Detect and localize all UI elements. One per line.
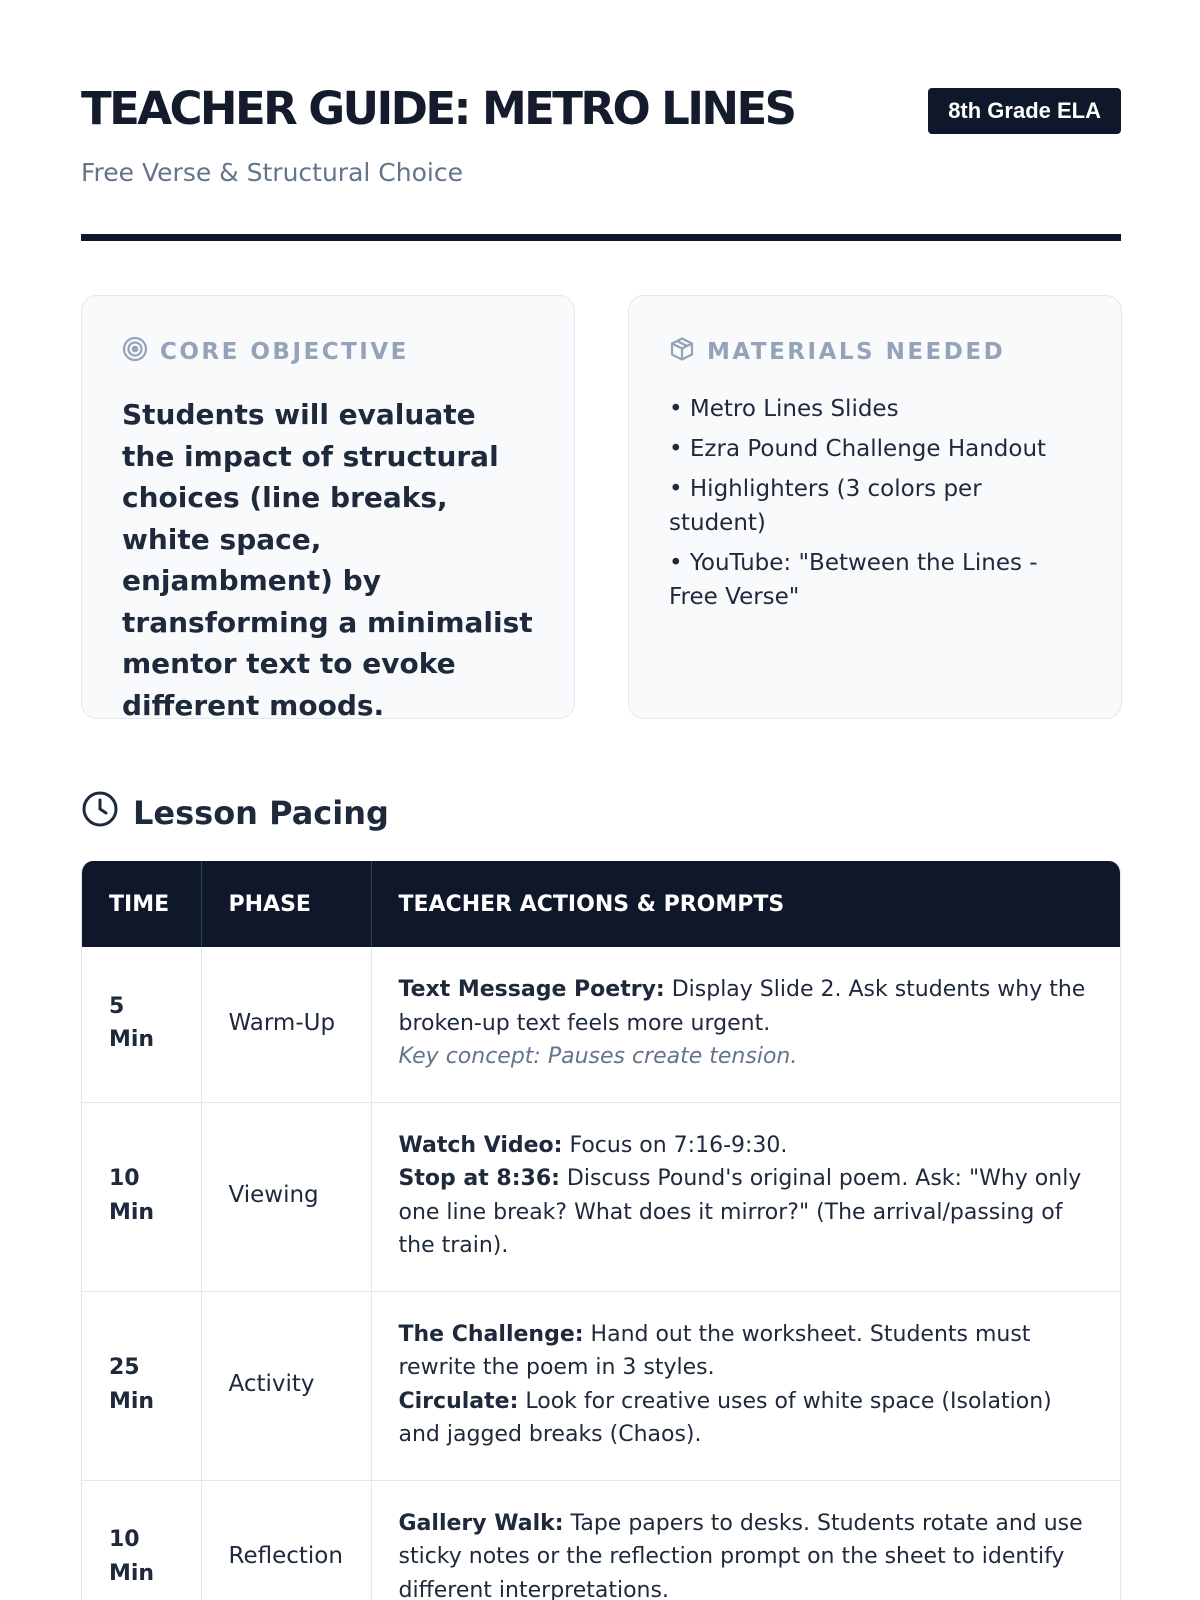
table-row [82, 1480, 1120, 1600]
action-line [399, 973, 1094, 1040]
materials-needed-label-text: MATERIALS NEEDED [707, 339, 1006, 365]
column-header-phase: PHASE [201, 861, 371, 947]
core-objective-text: Students will evaluate the impact of structural choices (line breaks, white space, enjambment) by transforming a minimalist mentor text to evoke different moods. [122, 398, 533, 722]
lesson-pacing-table-wrap [81, 861, 1121, 1600]
actions-cell [371, 1102, 1120, 1291]
phase-cell: Reflection [201, 1480, 371, 1600]
action-label: Gallery Walk: [398, 1510, 564, 1536]
phase-cell: Activity [201, 1291, 371, 1480]
materials-list [669, 392, 1081, 614]
action-line [399, 1129, 1094, 1163]
action-text: Hand out the worksheet. Students must rewrite the poem in 3 styles. [398, 1321, 1031, 1380]
teacher-guide-page [81, 0, 1121, 1600]
action-line [399, 1318, 1094, 1385]
time-cell: 5 Min [82, 947, 201, 1102]
key-concept-note: Key concept: Pauses create tension. [398, 1044, 798, 1069]
action-text: Display Slide 2. Ask students why the broken-up text feels more urgent. [398, 977, 1086, 1036]
time-cell: 25 Min [82, 1291, 201, 1480]
guide-header [81, 0, 1121, 242]
summary-cards [81, 295, 1121, 722]
action-text: Focus on 7:16-9:30. [562, 1132, 788, 1158]
clock-icon [81, 790, 119, 836]
materials-needed-label [669, 336, 1081, 368]
action-label: Circulate: [398, 1388, 519, 1414]
materials-list-item: • YouTube: "Between the Lines - Free Verse" [669, 550, 1038, 610]
page-subtitle: Free Verse & Structural Choice [81, 158, 463, 187]
core-objective-label-text: CORE OBJECTIVE [160, 339, 409, 365]
table-row [82, 947, 1120, 1102]
header-divider [81, 234, 1121, 241]
action-line [399, 1385, 1094, 1452]
actions-cell [371, 1480, 1120, 1600]
action-line [399, 1040, 1094, 1074]
action-label: Stop at 8:36: [398, 1166, 560, 1191]
phase-cell: Warm-Up [201, 947, 371, 1102]
action-label: Text Message Poetry: [398, 977, 665, 1002]
table-row [82, 1102, 1120, 1291]
lesson-pacing-heading [81, 790, 389, 836]
action-label: Watch Video: [398, 1132, 563, 1158]
grade-badge: 8th Grade ELA [928, 88, 1121, 134]
column-header-actions: TEACHER ACTIONS & PROMPTS [371, 861, 1120, 947]
page-title: TEACHER GUIDE: METRO LINES [81, 82, 795, 135]
column-header-time: TIME [82, 861, 201, 947]
actions-cell [371, 947, 1120, 1102]
time-cell: 10 Min [82, 1480, 201, 1600]
target-icon [122, 336, 148, 368]
action-line [399, 1162, 1094, 1263]
materials-list-item: • Metro Lines Slides [669, 396, 899, 422]
action-text: Look for creative uses of white space (Isolation) and jagged breaks (Chaos). [398, 1388, 1052, 1447]
actions-cell [371, 1291, 1120, 1480]
action-line [399, 1507, 1094, 1600]
core-objective-label [122, 336, 534, 368]
time-cell: 10 Min [82, 1102, 201, 1291]
lesson-pacing-heading-text: Lesson Pacing [133, 794, 389, 832]
materials-needed-card [628, 295, 1122, 719]
lesson-pacing-table [82, 861, 1120, 1600]
materials-list-item: • Ezra Pound Challenge Handout [669, 436, 1047, 462]
core-objective-card [81, 295, 575, 722]
phase-cell: Viewing [201, 1102, 371, 1291]
action-text: Discuss Pound's original poem. Ask: "Why only one line break? What does it mirror?" (The arrival/passing of the train). [398, 1166, 1082, 1258]
table-row [82, 1291, 1120, 1480]
action-text: Tape papers to desks. Students rotate and use sticky notes or the reflection prompt on the sheet to identify different interpretations. [398, 1510, 1083, 1600]
lesson-pacing-rows [82, 947, 1120, 1600]
table-header-row [82, 861, 1120, 947]
box-icon [669, 336, 695, 368]
action-label: The Challenge: [398, 1321, 584, 1347]
materials-list-item: • Highlighters (3 colors per student) [669, 476, 982, 536]
